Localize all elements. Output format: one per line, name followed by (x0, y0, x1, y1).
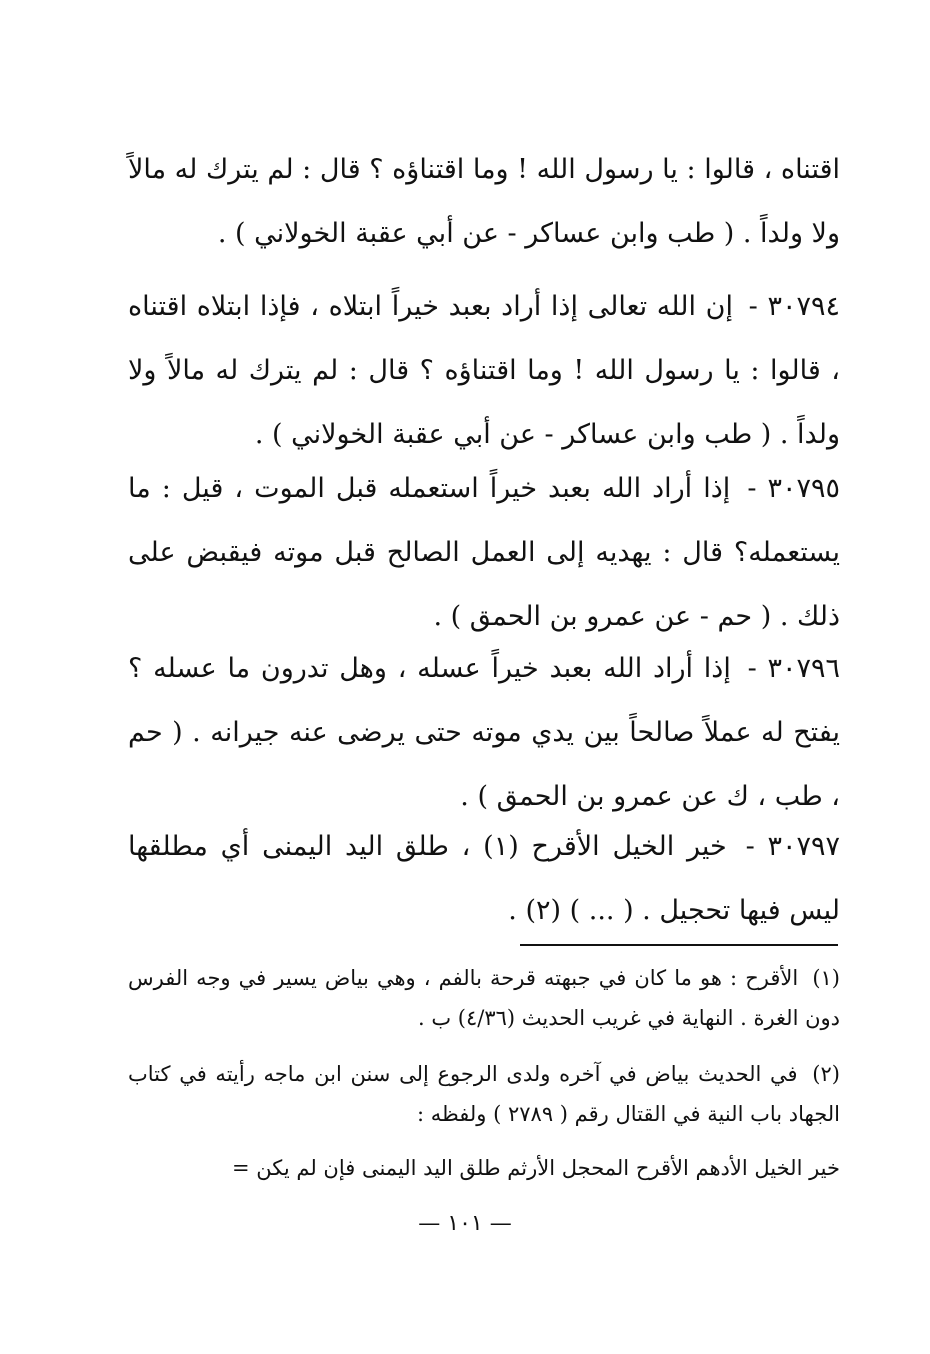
hadith-entry (128, 275, 840, 467)
hadith-text: إن الله تعالى إذا أراد بعبد خيراً ابتلاه ، فإذا ابتلاه اقتناه ، قالوا : يا رسول الله ! وما اقتناؤه ؟ قال : لم يترك له مالاً ولا ولداً . ( طب وابن عساكر - عن أبي عقبة الخولاني ) . (128, 291, 840, 450)
hadith-text: اقتناه ، قالوا : يا رسول الله ! وما اقتناؤه ؟ قال : لم يترك له مالاً ولا ولداً . ( طب وابن عساكر - عن أبي عقبة الخولاني ) . (128, 154, 840, 249)
footnote-divider (520, 944, 838, 946)
hadith-number: ٣٠٧٩٦ - (747, 653, 840, 684)
footnote-mark: (٢) (812, 1062, 840, 1086)
hadith-entry (128, 815, 840, 943)
footnote-continuation (128, 1148, 880, 1188)
footnote (128, 1054, 840, 1134)
hadith-text: إذا أراد الله بعبد خيراً استعمله قبل الموت ، قيل : ما يستعمله؟ قال : يهديه إلى العمل الصالح قبل موته فيقبض على ذلك . ( حم - عن عمرو بن الحمق ) . (128, 473, 840, 632)
hadith-number: ٣٠٧٩٥ - (747, 473, 840, 504)
hadith-entry (128, 637, 840, 829)
footnote-text: خير الخيل الأدهم الأقرح المحجل الأرثم طلق اليد اليمنى فإن لم يكن = (232, 1156, 840, 1180)
hadith-number: ٣٠٧٩٧ - (745, 831, 840, 862)
hadith-continuation (128, 138, 840, 266)
footnote-text: في الحديث بياض في آخره ولدى الرجوع إلى سنن ابن ماجه رأيته في كتاب الجهاد باب النية في القتال رقم ( ٢٧٨٩ ) ولفظه : (128, 1062, 840, 1126)
hadith-number: ٣٠٧٩٤ - (748, 291, 840, 322)
footnote-mark: (١) (812, 966, 840, 990)
footnote-text: الأقرح : هو ما كان في جبهته قرحة بالفم ، وهي بياض يسير في وجه الفرس دون الغرة . النهاية في غريب الحديث (٤/٣٦) ب . (128, 966, 840, 1030)
hadith-text: خير الخيل الأقرح (١) ، طلق اليد اليمنى أي مطلقها ليس فيها تحجيل . ( ... ) (٢) . (128, 831, 840, 926)
hadith-text: إذا أراد الله بعبد خيراً عسله ، وهل تدرون ما عسله ؟ يفتح له عملاً صالحاً بين يدي موته حتى يرضى عنه جيرانه . ( حم ، طب ، ك عن عمرو بن الحمق ) . (128, 653, 840, 812)
footnote (128, 958, 840, 1038)
page-number: — ١٠١ — (418, 1211, 512, 1236)
hadith-entry (128, 457, 840, 649)
